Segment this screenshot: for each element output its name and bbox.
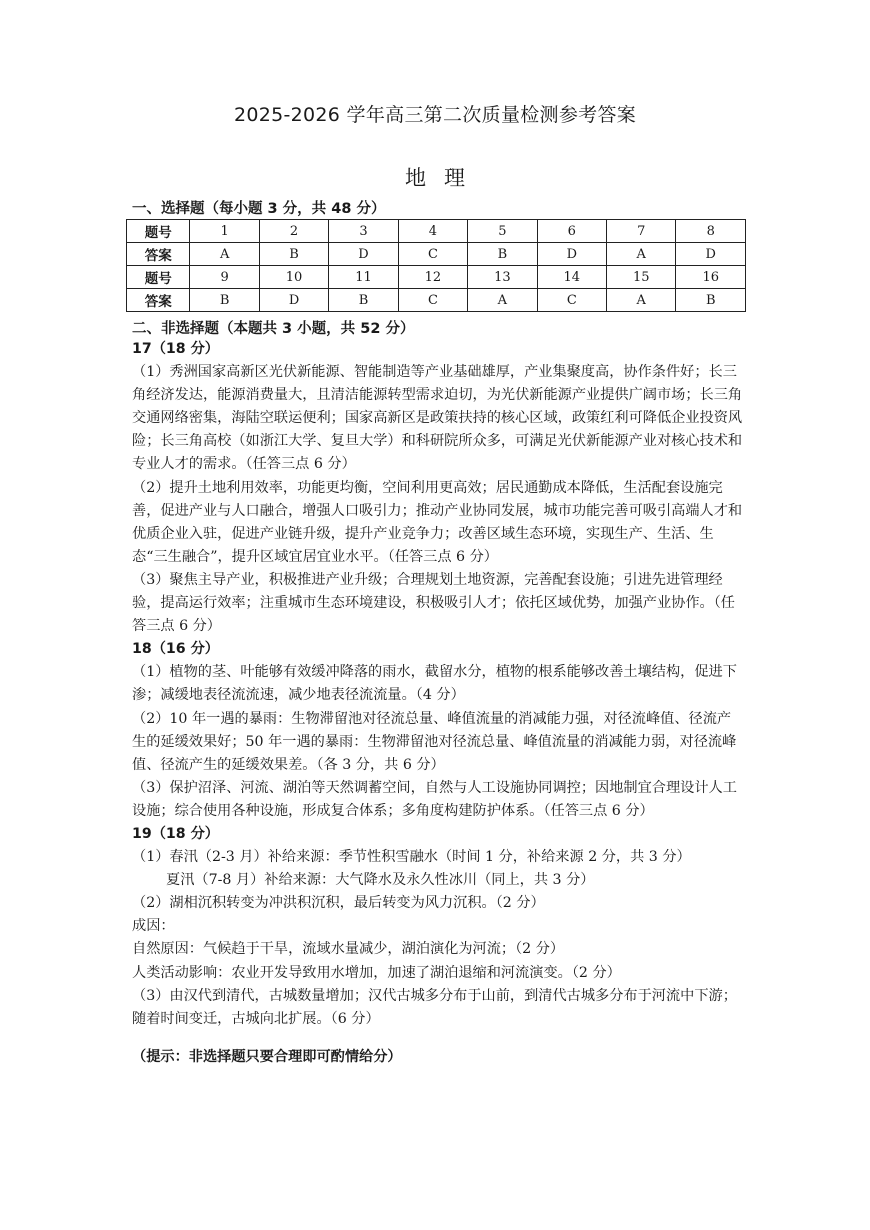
- section1-heading: 一、选择题（每小题 3 分，共 48 分）: [132, 201, 386, 217]
- q19-natural-cause: 自然原因：气候趋于干旱，流域水量减少，湖泊演化为河流；（2 分）: [132, 941, 565, 958]
- table-cell: A: [607, 243, 676, 266]
- table-cell: D: [537, 243, 606, 266]
- table-cell: C: [398, 243, 467, 266]
- table-cell: 13: [468, 266, 537, 289]
- table-row: [127, 266, 746, 289]
- table-cell: C: [398, 289, 467, 312]
- table-cell: 14: [537, 266, 606, 289]
- table-cell: B: [190, 289, 259, 312]
- table-cell: D: [259, 289, 328, 312]
- q18-answer-2: （2）10 年一遇的暴雨：生物滞留池对径流总量、峰值流量的消减能力强，对径流峰值、径流产生的延缓效果好；50 年一遇的暴雨：生物滞留池对径流总量、峰值流量的消减能力弱，对径流峰值、径流产生的延缓效果差。（各 3 分，共 6 分）: [132, 710, 737, 773]
- table-cell: B: [468, 243, 537, 266]
- table-cell: A: [190, 243, 259, 266]
- page-title: 2025-2026 学年高三第二次质量检测参考答案: [233, 104, 637, 126]
- q19-human-cause: 人类活动影响：农业开发导致用水增加，加速了湖泊退缩和河流演变。（2 分）: [132, 964, 621, 981]
- table-cell: 5: [468, 220, 537, 243]
- table-cell: A: [607, 289, 676, 312]
- table-cell: 6: [537, 220, 606, 243]
- q18-heading: 18（16 分）: [132, 641, 219, 658]
- q17-heading: 17（18 分）: [132, 341, 219, 357]
- q19-heading: 19（18 分）: [132, 825, 219, 842]
- table-cell: 8: [676, 220, 746, 243]
- row-label-number: 题号: [127, 266, 190, 289]
- q17-answer-2: （2）提升土地利用效率，功能更均衡，空间利用更高效；居民通勤成本降低，生活配套设施完善，促进产业与人口融合，增强人口吸引力；推动产业协同发展，城市功能完善可吸引高端人才和优质企业入驻，促进产业链升级，提升产业竞争力；改善区域生态环境，实现生产、生活、生态“三生融合”，提升区域宜居宜业水平。（任答三点 6 分）: [132, 479, 743, 565]
- row-label-answer: 答案: [127, 243, 190, 266]
- answer-table: [126, 219, 746, 312]
- q18-answer-1: （1）植物的茎、叶能够有效缓冲降落的雨水，截留水分，植物的根系能够改善土壤结构，促进下渗；减缓地表径流流速，减少地表径流流量。（4 分）: [132, 664, 737, 704]
- table-cell: 3: [329, 220, 398, 243]
- table-cell: B: [329, 289, 398, 312]
- section2-heading: 二、非选择题（本题共 3 小题，共 52 分）: [132, 321, 415, 337]
- table-cell: D: [329, 243, 398, 266]
- table-cell: 4: [398, 220, 467, 243]
- subject-title: 地理: [405, 166, 483, 190]
- row-label-answer: 答案: [127, 289, 190, 312]
- table-cell: A: [468, 289, 537, 312]
- table-cell: 16: [676, 266, 746, 289]
- q18-answer-3: （3）保护沼泽、河流、湖泊等天然调蓄空间，自然与人工设施协同调控；因地制宜合理设计人工设施；综合使用各种设施，形成复合体系；多角度构建防护体系。（任答三点 6 分）: [132, 779, 737, 819]
- answer-content: [132, 338, 744, 1031]
- table-cell: 12: [398, 266, 467, 289]
- q17-answer-3: （3）聚焦主导产业，积极推进产业升级；合理规划土地资源，完善配套设施；引进先进管理经验，提高运行效率；注重城市生态环境建设，积极吸引人才；依托区域优势，加强产业协作。（任答三点 6 分）: [132, 571, 735, 635]
- table-cell: 9: [190, 266, 259, 289]
- q19-cause-label: 成因：: [132, 918, 175, 935]
- q19-answer-2: （2）湖相沉积转变为冲洪积沉积，最后转变为风力沉积。（2 分）: [132, 895, 545, 912]
- table-cell: B: [259, 243, 328, 266]
- grading-tip: （提示：非选择题只要合理即可酌情给分）: [132, 1049, 402, 1065]
- table-cell: 1: [190, 220, 259, 243]
- q17-answer-1: （1）秀洲国家高新区光伏新能源、智能制造等产业基础雄厚，产业集聚度高，协作条件好；长三角经济发达，能源消费量大，且清洁能源转型需求迫切，为光伏新能源产业提供广阔市场；长三角交通网络密集，海陆空联运便利；国家高新区是政策扶持的核心区域，政策红利可降低企业投资风险；长三角高校（如浙江大学、复旦大学）和科研院所众多，可满足光伏新能源产业对核心技术和专业人才的需求。（任答三点 6 分）: [132, 364, 743, 473]
- table-cell: C: [537, 289, 606, 312]
- q19-answer-3: （3）由汉代到清代，古城数量增加；汉代古城多分布于山前，到清代古城多分布于河流中下游；随着时间变迁，古城向北扩展。（6 分）: [132, 987, 737, 1027]
- row-label-number: 题号: [127, 220, 190, 243]
- table-cell: 2: [259, 220, 328, 243]
- q19-answer-1b: 夏汛（7-8 月）补给来源：大气降水及永久性冰川（同上，共 3 分）: [166, 872, 595, 889]
- table-cell: 11: [329, 266, 398, 289]
- table-cell: 15: [607, 266, 676, 289]
- table-row: [127, 220, 746, 243]
- table-cell: 7: [607, 220, 676, 243]
- table-cell: D: [676, 243, 746, 266]
- table-row: [127, 243, 746, 266]
- q19-answer-1a: （1）春汛（2-3 月）补给来源：季节性积雪融水（时间 1 分，补给来源 2 分，共 3 分）: [132, 849, 691, 866]
- table-cell: 10: [259, 266, 328, 289]
- table-cell: B: [676, 289, 746, 312]
- table-row: [127, 289, 746, 312]
